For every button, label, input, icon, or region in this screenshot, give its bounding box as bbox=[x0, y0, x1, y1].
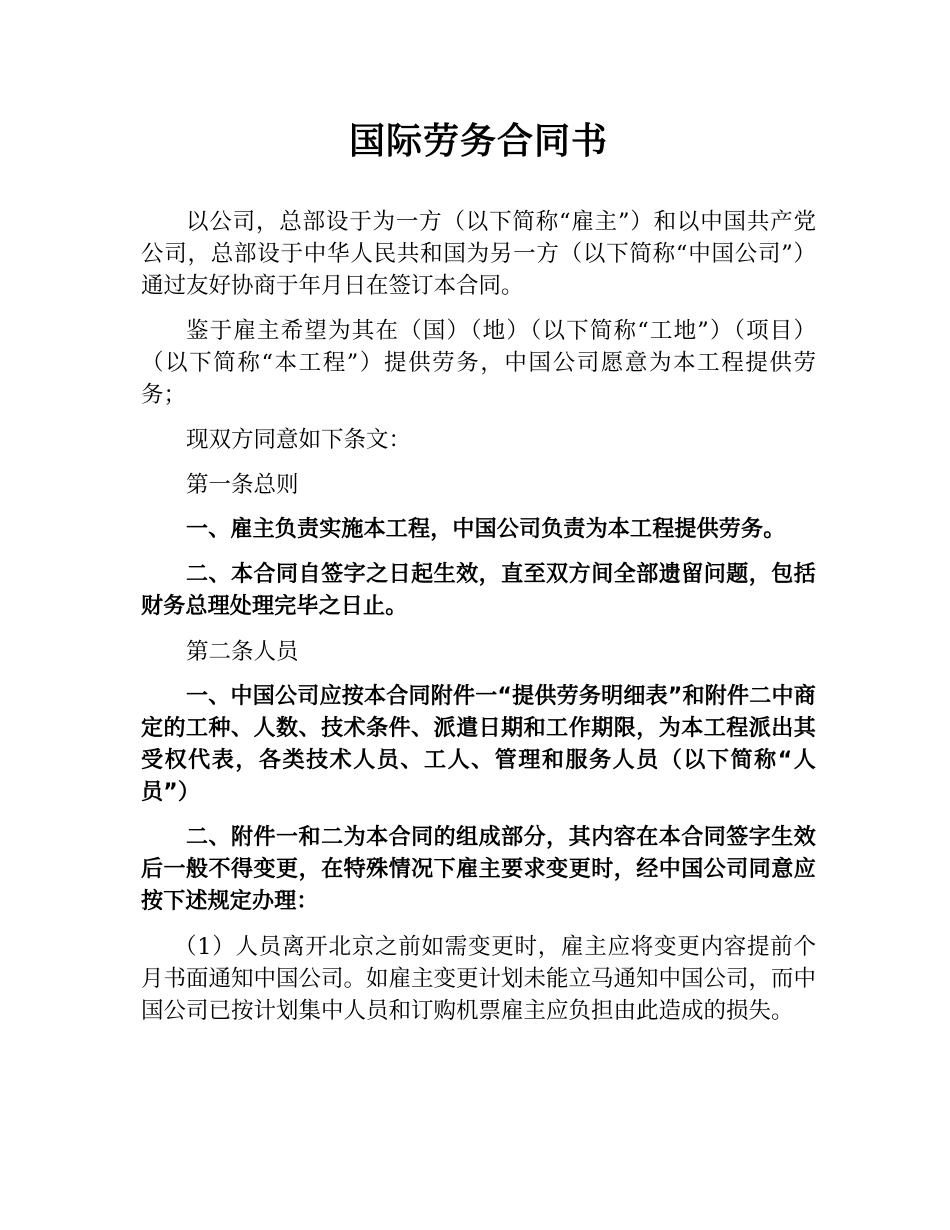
article-1-clause-2: 二、本合同自签字之日起生效，直至双方间全部遗留问题，包括财务总理处理完毕之日止。 bbox=[141, 562, 816, 619]
article-2-clause-2: 二、附件一和二为本合同的组成部分，其内容在本合同签字生效后一般不得变更，在特殊情况下雇主要求变更时，经中国公司同意应按下述规定办理： bbox=[141, 825, 816, 914]
article-2-item-1: （1）人员离开北京之前如需变更时，雇主应将变更内容提前个月书面通知中国公司。如雇主变更计划未能立马通知中国公司，而中国公司已按计划集中人员和订购机票雇主应负担由此造成的损失。 bbox=[141, 934, 817, 1024]
article-2-clause-1: 一、中国公司应按本合同附件一“提供劳务明细表”和附件二中商定的工种、人数、技术条件、派遣日期和工作期限，为本工程派出其受权代表，各类技术人员、工人、管理和服务人员（以下简称“人员”） bbox=[141, 684, 816, 805]
article-1-heading: 第一条总则 bbox=[186, 472, 299, 498]
document-title: 国际劳务合同书 bbox=[348, 121, 608, 162]
article-2-heading: 第二条人员 bbox=[186, 639, 299, 665]
article-1-clause-1: 一、雇主负责实施本工程，中国公司负责为本工程提供劳务。 bbox=[186, 517, 786, 542]
paragraph-parties: 以公司，总部设于为一方（以下简称“雇主”）和以中国共产党公司，总部设于中华人民共和国为另一方（以下简称“中国公司”）通过友好协商于年月日在签订本合同。 bbox=[141, 209, 816, 299]
document-page bbox=[141, 118, 816, 1040]
paragraph-agreement: 现双方同意如下条文： bbox=[186, 427, 412, 453]
paragraph-whereas: 鉴于雇主希望为其在（国）（地）（以下简称“工地”）（项目）（以下简称“本工程”）提供劳务，中国公司愿意为本工程提供劳务； bbox=[141, 318, 816, 408]
